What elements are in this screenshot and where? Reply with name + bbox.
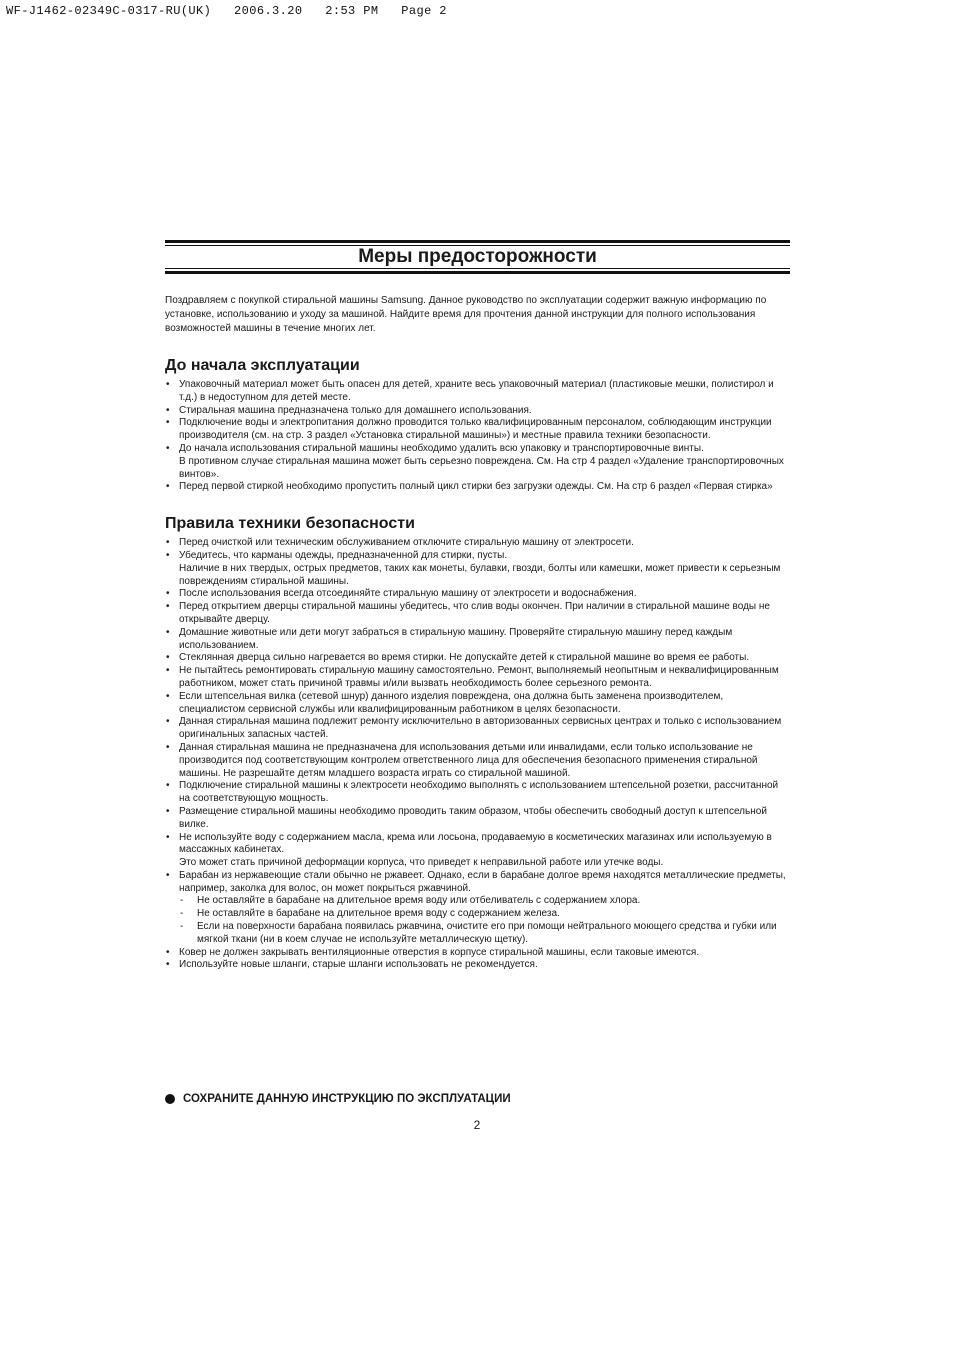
save-note-text: СОХРАНИТЕ ДАННУЮ ИНСТРУКЦИЮ ПО ЭКСПЛУАТАЦИИ — [183, 1093, 511, 1105]
list-item — [165, 443, 790, 481]
list-item-text: • Стеклянная дверца сильно нагревается во время стирки. Не допускайте детей к стиральной машине во время ее работы. — [179, 652, 750, 664]
list-item — [165, 379, 790, 405]
list-item-text: • Перед очисткой или техническим обслуживанием отключите стиральную машину от электросети. — [179, 537, 634, 549]
list-item-extra-text: Наличие в них твердых, острых предметов, таких как монеты, булавки, гвозди, болты или камешки, может привести к серьезным повреждениям стиральной машины. — [179, 562, 781, 587]
list-item — [165, 870, 790, 947]
list-item-text: • Барабан из нержавеющие стали обычно не ржавеет. Однако, если в барабане долгое время находятся металлические предметы, например, заколка для волос, он может покрыться ржавчиной. — [179, 869, 786, 894]
list-item-text: • Перед открытием дверцы стиральной машины убедитесь, что слив воды окончен. При наличии в стиральной машине воды не открывайте дверцу. — [179, 601, 770, 625]
list-item — [165, 417, 790, 443]
list-item — [165, 588, 790, 601]
section-heading: До начала эксплуатации — [165, 357, 360, 374]
list-item-text: • Стиральная машина предназначена только для домашнего использования. — [179, 404, 532, 416]
list-item-text: • Ковер не должен закрывать вентиляционные отверстия в корпусе стиральной машины, если таковые имеются. — [179, 946, 700, 958]
list-item — [165, 832, 790, 870]
list-item — [165, 665, 790, 691]
save-instructions-note — [165, 1093, 511, 1105]
list-item-extra-text: Это может стать причиной деформации корпуса, что приведет к неправильной работе или утечке воды. — [179, 857, 664, 869]
sublist-item: - Если на поверхности барабана появилась ржавчина, очистите его при помощи нейтрального моющего средства и губки или мягкой ткани (ни в коем случае не используйте металлическую щетку). — [179, 921, 790, 947]
list-item-extra-text: В противном случае стиральная машина может быть серьезно повреждена. См. На стр 4 раздел «Удаление транспортировочных винтов». — [179, 455, 784, 480]
bullet-list — [165, 537, 790, 972]
dash-sublist — [179, 895, 790, 946]
list-item-text: • Не пытайтесь ремонтировать стиральную машину самостоятельно. Ремонт, выполняемый неопытным и неквалифицированным работником, может стать причиной травмы и/или вызвать необходимость более серьезного ремонта. — [179, 665, 779, 689]
list-item-text: • Данная стиральная машина не предназначена для использования детьми или инвалидами, если только использование не производится под соответствующим контролем ответственного лица для обеспечения безопасного применения стиральной машины. Не разрешайте детям младшего возраста играть со стиральной машиной. — [179, 741, 758, 779]
list-item — [165, 806, 790, 832]
list-item-text: • Перед первой стиркой необходимо пропустить полный цикл стирки без загрузки одежды. См. На стр 6 раздел «Первая стирка» — [179, 481, 773, 493]
list-item — [165, 550, 790, 588]
sublist-item: - Не оставляйте в барабане на длительное время воду или отбеливатель с содержанием хлора. — [179, 895, 790, 908]
list-item-text: • Подключение стиральной машины к электросети необходимо выполнять с использованием штепсельной розетки, рассчитанной на соответствующую мощность. — [179, 780, 779, 805]
list-item — [165, 601, 790, 627]
list-item — [165, 780, 790, 806]
list-item-text: • Если штепсельная вилка (сетевой шнур) данного изделия повреждена, она должна быть заменена производителем, специалистом сервисной службы или квалифицированным работником в целях безопасности. — [179, 690, 724, 715]
list-item — [165, 652, 790, 665]
list-item-text: • Используйте новые шланги, старые шланги использовать не рекомендуется. — [179, 959, 538, 971]
intro-paragraph: Поздравляем с покупкой стиральной машины Samsung. Данное руководство по эксплуатации содержит важную информацию по установке, использованию и уходу за машиной. Найдите время для прочтения данной инструкции для полного использования возможностей машины в течение многих лет. — [165, 295, 767, 334]
list-item — [165, 627, 790, 653]
document-body — [165, 240, 790, 972]
list-item — [165, 481, 790, 494]
list-item-text: • Размещение стиральной машины необходимо проводить таким образом, чтобы обеспечить свободный доступ к штепсельной вилке. — [179, 805, 767, 830]
sublist-item: - Не оставляйте в барабане на длительное время воду с содержанием железа. — [179, 908, 790, 921]
list-item-text: • Домашние животные или дети могут забраться в стиральную машину. Проверяйте стиральную машину перед каждым использованием. — [179, 626, 733, 651]
bullet-list — [165, 379, 790, 494]
list-item — [165, 691, 790, 717]
list-item-text: • Данная стиральная машина подлежит ремонту исключительно в авторизованных сервисных центрах и только с использованием оригинальных запасных частей. — [179, 716, 782, 741]
list-item — [165, 405, 790, 418]
list-item-text: • После использования всегда отсоединяйте стиральную машину от электросети и водоснабжения. — [179, 588, 637, 600]
list-item — [165, 537, 790, 550]
title-block — [165, 240, 790, 274]
list-item-text: • Подключение воды и электропитания должно проводится только квалифицированным персоналом, соблюдающим инструкции производителя (см. на стр. 3 раздел «Установка стиральной машины») и местные правила техники безопасности. — [179, 417, 772, 442]
print-header: WF-J1462-02349C-0317-RU(UK) 2006.3.20 2:53 PM Page 2 — [6, 4, 447, 18]
section-heading: Правила техники безопасности — [165, 515, 415, 533]
list-item-text: • Убедитесь, что карманы одежды, предназначенной для стирки, пусты. — [179, 549, 508, 561]
list-item — [165, 947, 790, 960]
page-title: Меры предосторожности — [358, 246, 597, 267]
bullet-dot-icon — [165, 1094, 175, 1104]
list-item — [165, 716, 790, 742]
list-item — [165, 742, 790, 780]
list-item-text: • Упаковочный материал может быть опасен для детей, храните весь упаковочный материал (пластиковые мешки, полистирол и т.д.) в недоступном для детей месте. — [179, 379, 774, 403]
list-item-text: • Не используйте воду с содержанием масла, крема или лосьона, продаваемую в косметических магазинах или используемую в массажных кабинетах. — [179, 831, 772, 856]
sections-container — [165, 356, 790, 972]
list-item-text: • До начала использования стиральной машины необходимо удалить всю упаковку и транспортировочные винты. — [179, 442, 704, 454]
list-item — [165, 959, 790, 972]
page-number: 2 — [473, 1118, 481, 1132]
